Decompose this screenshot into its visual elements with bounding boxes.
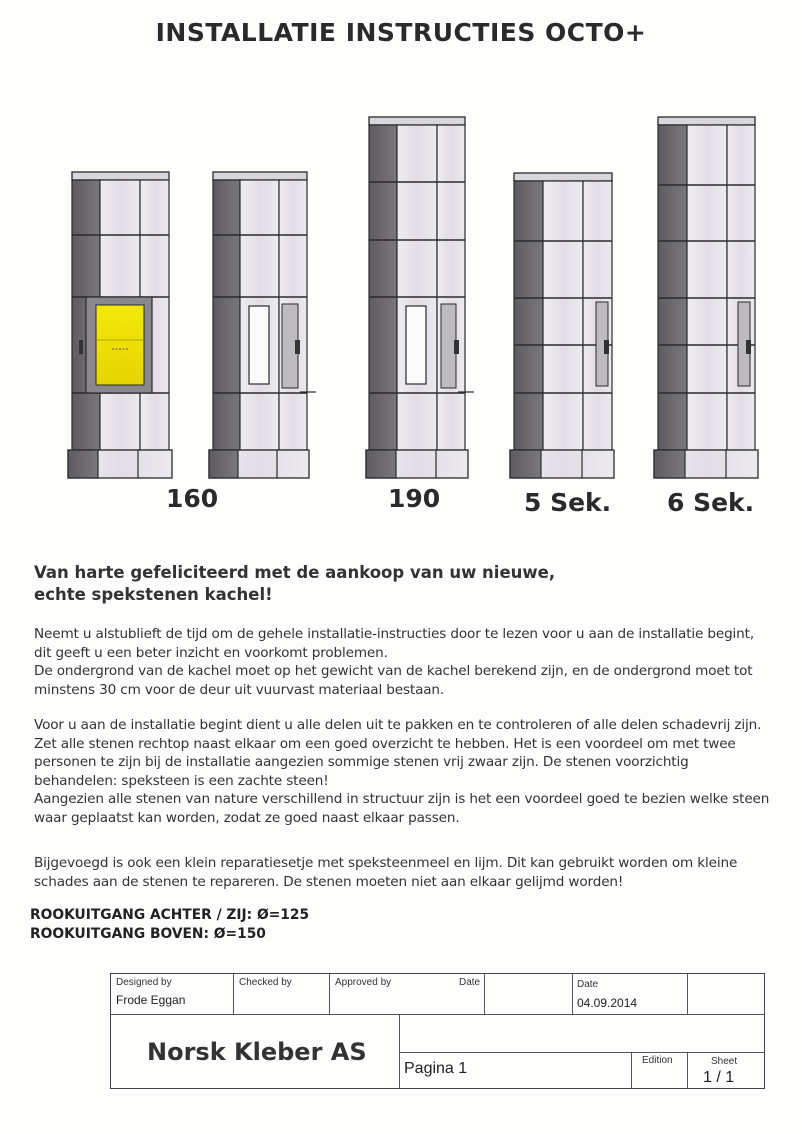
repair-paragraph-block bbox=[34, 854, 774, 891]
flue-outlet-specs bbox=[30, 906, 309, 943]
stove-illustrations bbox=[0, 0, 802, 530]
stove-6-sek bbox=[654, 117, 758, 478]
sheet-value: 1 / 1 bbox=[703, 1069, 735, 1086]
stove-160-side bbox=[209, 172, 316, 478]
unpacking-paragraph-block bbox=[34, 716, 774, 827]
page-number: Pagina 1 bbox=[404, 1060, 468, 1077]
paragraph-unpacking: Voor u aan de installatie begint dient u alle delen uit te pakken en te controleren of alle delen schadevrij zijn. Zet alle stenen rechtop naast elkaar om een goed overzicht te hebben. Het is een voordeel om met twee personen te zijn bij de installatie aangezien sommige stenen vrij zwaar zijn. De stenen voorzichtig behandelen: speksteen is een zachte steen! bbox=[34, 717, 762, 789]
heading-line-2: echte spekstenen kachel! bbox=[34, 585, 273, 604]
date-value: 04.09.2014 bbox=[577, 996, 638, 1010]
designed-by-value: Frode Eggan bbox=[116, 993, 186, 1007]
paragraph-repair-kit: Bijgevoegd is ook een klein reparatiesetje met speksteenmeel en lijm. Dit kan gebruikt worden om kleine schades aan de stenen te repareren. De stenen moeten niet aan elkaar gelijmd worden! bbox=[34, 855, 738, 890]
model-label-6-sek: 6 Sek. bbox=[667, 488, 755, 517]
model-label-160: 160 bbox=[166, 484, 219, 513]
model-label-5-sek: 5 Sek. bbox=[524, 488, 612, 517]
approval-date-label: Date bbox=[459, 977, 481, 988]
date-label: Date bbox=[577, 979, 599, 990]
congratulation-heading bbox=[34, 562, 774, 606]
sheet-label: Sheet bbox=[711, 1056, 738, 1067]
paragraph-structure: Aangezien alle stenen van nature verschillend in structuur zijn is het een voordeel goed te bezien welke steen waar geplaatst kan worden, zodat ze goed naast elkaar passen. bbox=[34, 791, 770, 826]
stove-160-front bbox=[68, 172, 172, 478]
document-title: INSTALLATIE INSTRUCTIES OCTO+ bbox=[155, 18, 647, 47]
flue-outlet-top: ROOKUITGANG BOVEN: Ø=150 bbox=[30, 925, 266, 942]
heading-line-1: Van harte gefeliciteerd met de aankoop van uw nieuwe, bbox=[34, 563, 556, 582]
title-block bbox=[110, 973, 765, 1089]
intro-paragraph-block bbox=[34, 625, 774, 699]
company-name: Norsk Kleber AS bbox=[147, 1038, 367, 1066]
designed-by-label: Designed by bbox=[116, 977, 172, 988]
stove-5-sek bbox=[510, 173, 614, 478]
edition-label: Edition bbox=[642, 1055, 673, 1066]
paragraph-floor: De ondergrond van de kachel moet op het gewicht van de kachel berekend zijn, en de ondergrond moet tot minstens 30 cm voor de deur uit vuurvast materiaal bestaan. bbox=[34, 663, 753, 698]
flue-outlet-rear-side: ROOKUITGANG ACHTER / ZIJ: Ø=125 bbox=[30, 907, 310, 923]
checked-by-label: Checked by bbox=[239, 977, 292, 988]
approved-by-label: Approved by bbox=[335, 977, 392, 988]
model-label-190: 190 bbox=[388, 484, 441, 513]
paragraph-read-instructions: Neemt u alstublieft de tijd om de gehele installatie-instructies door te lezen voor u aan de installatie begint, dit geeft u een beter inzicht en voorkomt problemen. bbox=[34, 626, 754, 661]
stove-190-side bbox=[366, 117, 474, 478]
